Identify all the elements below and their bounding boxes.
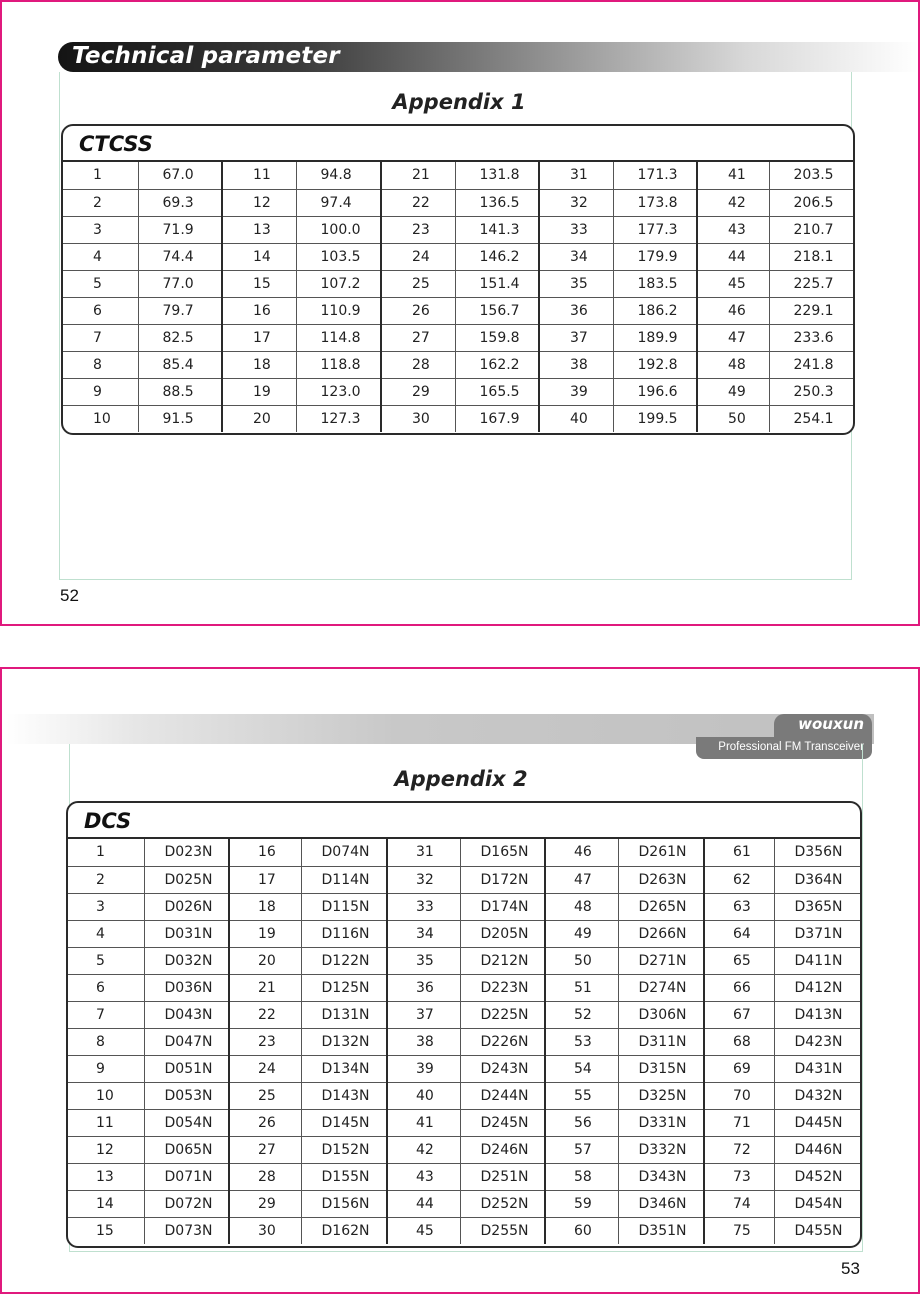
- table-cell-code: 79.7: [138, 297, 222, 324]
- table-cell-code: 123.0: [296, 378, 381, 405]
- table-cell-code: 167.9: [455, 405, 539, 432]
- table-cell-code: 254.1: [769, 405, 854, 432]
- table-cell-index: 30: [381, 405, 455, 432]
- table-cell-code: D116N: [301, 920, 387, 947]
- section-header-bar: [58, 42, 918, 72]
- table-cell-index: 59: [545, 1190, 618, 1217]
- table-cell-code: 110.9: [296, 297, 381, 324]
- table-cell-code: D423N: [774, 1028, 860, 1055]
- table-cell-index: 8: [63, 351, 138, 378]
- table-cell-index: 21: [381, 162, 455, 189]
- table-cell-code: D251N: [460, 1163, 545, 1190]
- page-52: [0, 0, 920, 626]
- table-cell-code: D065N: [144, 1136, 229, 1163]
- table-cell-index: 3: [63, 216, 138, 243]
- table-cell-code: D212N: [460, 947, 545, 974]
- table-cell-index: 11: [222, 162, 296, 189]
- table-cell-index: 12: [222, 189, 296, 216]
- table-row: [63, 351, 854, 378]
- page-number: 53: [841, 1259, 860, 1278]
- table-cell-code: D115N: [301, 893, 387, 920]
- table-cell-index: 19: [222, 378, 296, 405]
- table-cell-index: 26: [229, 1109, 301, 1136]
- table-row: [68, 1190, 860, 1217]
- table-cell-code: D243N: [460, 1055, 545, 1082]
- table-cell-index: 46: [697, 297, 769, 324]
- table-cell-code: D255N: [460, 1217, 545, 1244]
- table-cell-code: 67.0: [138, 162, 222, 189]
- table-cell-code: D364N: [774, 866, 860, 893]
- table-cell-index: 11: [68, 1109, 144, 1136]
- table-row: [68, 893, 860, 920]
- table-cell-index: 10: [68, 1082, 144, 1109]
- table-cell-index: 64: [704, 920, 774, 947]
- table-cell-index: 15: [222, 270, 296, 297]
- table-cell-code: D365N: [774, 893, 860, 920]
- dcs-table-box: [66, 801, 862, 1248]
- table-row: [63, 243, 854, 270]
- table-cell-index: 73: [704, 1163, 774, 1190]
- table-cell-index: 75: [704, 1217, 774, 1244]
- table-row: [68, 1217, 860, 1244]
- table-cell-index: 37: [539, 324, 613, 351]
- table-cell-code: 127.3: [296, 405, 381, 432]
- table-cell-index: 66: [704, 974, 774, 1001]
- table-cell-code: D026N: [144, 893, 229, 920]
- table-cell-index: 1: [63, 162, 138, 189]
- table-cell-code: D311N: [618, 1028, 704, 1055]
- table-cell-index: 33: [387, 893, 460, 920]
- table-row: [63, 162, 854, 189]
- logo-brand-text: wouxun: [798, 715, 864, 733]
- table-cell-code: 118.8: [296, 351, 381, 378]
- table-cell-code: D131N: [301, 1001, 387, 1028]
- table-cell-index: 24: [381, 243, 455, 270]
- table-cell-code: 173.8: [613, 189, 697, 216]
- table-cell-code: 85.4: [138, 351, 222, 378]
- table-cell-code: D205N: [460, 920, 545, 947]
- table-row: [68, 920, 860, 947]
- table-cell-code: 159.8: [455, 324, 539, 351]
- table-cell-code: D246N: [460, 1136, 545, 1163]
- table-cell-code: D152N: [301, 1136, 387, 1163]
- table-cell-index: 40: [387, 1082, 460, 1109]
- table-cell-code: 97.4: [296, 189, 381, 216]
- table-cell-code: D225N: [460, 1001, 545, 1028]
- table-cell-code: 183.5: [613, 270, 697, 297]
- table-cell-index: 14: [222, 243, 296, 270]
- table-row: [63, 189, 854, 216]
- table-cell-index: 72: [704, 1136, 774, 1163]
- table-cell-code: 107.2: [296, 270, 381, 297]
- table-cell-index: 47: [545, 866, 618, 893]
- table-cell-index: 44: [387, 1190, 460, 1217]
- table-cell-index: 60: [545, 1217, 618, 1244]
- table-row: [68, 1109, 860, 1136]
- table-cell-code: D432N: [774, 1082, 860, 1109]
- table-cell-index: 56: [545, 1109, 618, 1136]
- table-cell-code: D265N: [618, 893, 704, 920]
- table-cell-index: 13: [222, 216, 296, 243]
- table-cell-code: 206.5: [769, 189, 854, 216]
- table-cell-index: 30: [229, 1217, 301, 1244]
- table-cell-code: D315N: [618, 1055, 704, 1082]
- table-cell-index: 1: [68, 839, 144, 866]
- table-cell-code: D145N: [301, 1109, 387, 1136]
- table-cell-index: 65: [704, 947, 774, 974]
- table-cell-code: D165N: [460, 839, 545, 866]
- table-cell-index: 22: [381, 189, 455, 216]
- table-row: [63, 405, 854, 432]
- table-cell-code: D412N: [774, 974, 860, 1001]
- table-cell-index: 25: [229, 1082, 301, 1109]
- table-cell-index: 31: [387, 839, 460, 866]
- table-row: [68, 1055, 860, 1082]
- table-cell-code: D351N: [618, 1217, 704, 1244]
- table-cell-code: D446N: [774, 1136, 860, 1163]
- table-cell-index: 50: [545, 947, 618, 974]
- table-cell-index: 17: [229, 866, 301, 893]
- table-cell-index: 44: [697, 243, 769, 270]
- table-row: [63, 297, 854, 324]
- table-cell-code: 233.6: [769, 324, 854, 351]
- table-cell-index: 16: [222, 297, 296, 324]
- table-cell-index: 32: [539, 189, 613, 216]
- table-cell-index: 47: [697, 324, 769, 351]
- table-cell-index: 55: [545, 1082, 618, 1109]
- table-cell-code: 241.8: [769, 351, 854, 378]
- table-cell-index: 12: [68, 1136, 144, 1163]
- table-cell-code: D114N: [301, 866, 387, 893]
- table-row: [68, 839, 860, 866]
- table-cell-code: D043N: [144, 1001, 229, 1028]
- table-cell-index: 3: [68, 893, 144, 920]
- table-row: [68, 974, 860, 1001]
- table-cell-index: 52: [545, 1001, 618, 1028]
- table-cell-code: D125N: [301, 974, 387, 1001]
- page-53: [0, 667, 920, 1294]
- table-cell-index: 41: [387, 1109, 460, 1136]
- table-cell-index: 10: [93, 410, 111, 427]
- table-cell-code: D454N: [774, 1190, 860, 1217]
- table-cell-index: 14: [68, 1190, 144, 1217]
- table-cell-code: D371N: [774, 920, 860, 947]
- table-cell-code: D306N: [618, 1001, 704, 1028]
- table-cell-index: 38: [387, 1028, 460, 1055]
- table-cell-index: 25: [381, 270, 455, 297]
- table-row: [68, 1136, 860, 1163]
- ctcss-table-box: [61, 124, 855, 435]
- table-cell-index: 43: [387, 1163, 460, 1190]
- table-cell-code: 189.9: [613, 324, 697, 351]
- table-row: [68, 1001, 860, 1028]
- table-cell-code: D244N: [460, 1082, 545, 1109]
- table-cell-index: 16: [229, 839, 301, 866]
- table-cell-index: 9: [63, 378, 138, 405]
- table-row: [68, 1082, 860, 1109]
- table-cell-code: 179.9: [613, 243, 697, 270]
- ctcss-table: [63, 162, 854, 432]
- table-cell-code: D122N: [301, 947, 387, 974]
- table-cell-code: 74.4: [138, 243, 222, 270]
- table-cell-code: D036N: [144, 974, 229, 1001]
- table-cell-index: 36: [539, 297, 613, 324]
- table-cell-index: 13: [68, 1163, 144, 1190]
- table-cell-code: D226N: [460, 1028, 545, 1055]
- table-cell-code: D411N: [774, 947, 860, 974]
- table-cell-code: 100.0: [296, 216, 381, 243]
- table-cell-code: D031N: [144, 920, 229, 947]
- table-cell-code: D071N: [144, 1163, 229, 1190]
- section-header-title: Technical parameter: [72, 43, 340, 69]
- table-cell-index: 49: [697, 378, 769, 405]
- table-cell-index: 24: [229, 1055, 301, 1082]
- table-cell-index: 33: [539, 216, 613, 243]
- table-cell-index: 45: [697, 270, 769, 297]
- table-cell-index: 28: [229, 1163, 301, 1190]
- table-cell-code: D047N: [144, 1028, 229, 1055]
- table-cell-code: 136.5: [455, 189, 539, 216]
- table-cell-code: 171.3: [613, 162, 697, 189]
- table-cell-index: 58: [545, 1163, 618, 1190]
- table-cell-code: 196.6: [613, 378, 697, 405]
- table-cell-index: 27: [381, 324, 455, 351]
- table-cell-index: 35: [387, 947, 460, 974]
- appendix-title: Appendix 2: [394, 767, 528, 791]
- table-cell-index: 42: [387, 1136, 460, 1163]
- table-cell-code: 69.3: [138, 189, 222, 216]
- table-cell-code: D271N: [618, 947, 704, 974]
- table-cell-index: 18: [229, 893, 301, 920]
- table-cell-index: 74: [704, 1190, 774, 1217]
- table-cell-index: 37: [387, 1001, 460, 1028]
- table-cell-code: 199.5: [613, 405, 697, 432]
- table-cell-index: 42: [697, 189, 769, 216]
- table-cell-code: D156N: [301, 1190, 387, 1217]
- table-cell-code: D072N: [144, 1190, 229, 1217]
- table-cell-code: 77.0: [138, 270, 222, 297]
- table-cell-code: D455N: [774, 1217, 860, 1244]
- table-row: [68, 866, 860, 893]
- table-cell-code: D143N: [301, 1082, 387, 1109]
- table-cell-index: 46: [545, 839, 618, 866]
- table-cell-code: D325N: [618, 1082, 704, 1109]
- table-cell-index: 39: [539, 378, 613, 405]
- ctcss-table-title: CTCSS: [63, 126, 853, 162]
- table-cell-code: D162N: [301, 1217, 387, 1244]
- table-cell-index: 18: [222, 351, 296, 378]
- table-cell-index: 48: [545, 893, 618, 920]
- dcs-table-title: DCS: [68, 803, 860, 839]
- table-cell-code: D053N: [144, 1082, 229, 1109]
- table-cell-index: 50: [697, 405, 769, 432]
- table-cell-code: D452N: [774, 1163, 860, 1190]
- dcs-table: [68, 839, 860, 1244]
- table-cell-code: 156.7: [455, 297, 539, 324]
- table-cell-code: D413N: [774, 1001, 860, 1028]
- table-cell-code: D054N: [144, 1109, 229, 1136]
- table-cell-code: D074N: [301, 839, 387, 866]
- table-cell-index: 28: [381, 351, 455, 378]
- table-cell-index: 53: [545, 1028, 618, 1055]
- table-cell-code: 229.1: [769, 297, 854, 324]
- table-cell-code: 71.9: [138, 216, 222, 243]
- table-cell-code: D331N: [618, 1109, 704, 1136]
- appendix-title: Appendix 1: [392, 90, 526, 114]
- table-cell-code: 151.4: [455, 270, 539, 297]
- table-cell-index: 32: [387, 866, 460, 893]
- table-cell-code: 162.2: [455, 351, 539, 378]
- table-cell-code: D073N: [144, 1217, 229, 1244]
- table-cell-index: 29: [229, 1190, 301, 1217]
- table-cell-code: D266N: [618, 920, 704, 947]
- table-cell-index: 61: [704, 839, 774, 866]
- table-row: [68, 947, 860, 974]
- table-cell-index: 41: [697, 162, 769, 189]
- table-cell-index: 20: [229, 947, 301, 974]
- table-cell-code: 82.5: [138, 324, 222, 351]
- table-cell-code: 210.7: [769, 216, 854, 243]
- logo-tagline: Professional FM Transceiver: [718, 741, 864, 753]
- table-cell-index: 21: [229, 974, 301, 1001]
- table-cell-code: 250.3: [769, 378, 854, 405]
- table-cell-code: 225.7: [769, 270, 854, 297]
- table-cell-code: 114.8: [296, 324, 381, 351]
- table-cell-index: 48: [697, 351, 769, 378]
- table-cell-index: 23: [229, 1028, 301, 1055]
- table-cell-code: 177.3: [613, 216, 697, 243]
- table-cell-index: 2: [68, 866, 144, 893]
- table-cell-code: D032N: [144, 947, 229, 974]
- table-row: [63, 270, 854, 297]
- table-cell-code: D261N: [618, 839, 704, 866]
- table-cell-index: 49: [545, 920, 618, 947]
- page-number: 52: [60, 586, 79, 605]
- table-cell-code: D245N: [460, 1109, 545, 1136]
- table-cell-code: D274N: [618, 974, 704, 1001]
- table-cell-code: D263N: [618, 866, 704, 893]
- table-cell-index: 54: [545, 1055, 618, 1082]
- table-cell-index: 34: [539, 243, 613, 270]
- table-cell-index: 38: [539, 351, 613, 378]
- table-cell-index: 6: [68, 974, 144, 1001]
- table-cell-index: 2: [63, 189, 138, 216]
- table-cell-index: 62: [704, 866, 774, 893]
- table-cell-index: 45: [387, 1217, 460, 1244]
- table-cell-index: 22: [229, 1001, 301, 1028]
- table-cell-code: 88.5: [138, 378, 222, 405]
- table-cell-code: D346N: [618, 1190, 704, 1217]
- table-cell-index: 15: [96, 1222, 114, 1239]
- table-cell-code: D172N: [460, 866, 545, 893]
- table-row: [68, 1028, 860, 1055]
- table-cell-code: D155N: [301, 1163, 387, 1190]
- table-cell-code: D134N: [301, 1055, 387, 1082]
- table-cell-index: 27: [229, 1136, 301, 1163]
- table-cell-code: 91.5: [138, 405, 222, 432]
- table-cell-code: 165.5: [455, 378, 539, 405]
- table-cell-index: 71: [704, 1109, 774, 1136]
- table-cell-index: 36: [387, 974, 460, 1001]
- table-cell-index: 4: [68, 920, 144, 947]
- table-cell-index: 9: [68, 1055, 144, 1082]
- table-cell-code: 146.2: [455, 243, 539, 270]
- table-row: [63, 216, 854, 243]
- table-cell-index: 7: [68, 1001, 144, 1028]
- table-cell-index: 70: [704, 1082, 774, 1109]
- table-cell-index: 19: [229, 920, 301, 947]
- table-cell-index: 40: [539, 405, 613, 432]
- table-cell-index: 68: [704, 1028, 774, 1055]
- table-row: [63, 324, 854, 351]
- table-cell-code: 141.3: [455, 216, 539, 243]
- table-cell-index: 17: [222, 324, 296, 351]
- table-cell-code: D252N: [460, 1190, 545, 1217]
- table-cell-index: 6: [63, 297, 138, 324]
- table-cell-code: D332N: [618, 1136, 704, 1163]
- table-cell-index: 31: [539, 162, 613, 189]
- table-cell-index: 51: [545, 974, 618, 1001]
- table-cell-index: 26: [381, 297, 455, 324]
- table-cell-code: 103.5: [296, 243, 381, 270]
- table-cell-code: D051N: [144, 1055, 229, 1082]
- table-cell-index: 69: [704, 1055, 774, 1082]
- table-cell-index: 8: [68, 1028, 144, 1055]
- table-cell-index: 5: [63, 270, 138, 297]
- table-cell-code: D025N: [144, 866, 229, 893]
- table-cell-code: D343N: [618, 1163, 704, 1190]
- table-cell-index: 29: [381, 378, 455, 405]
- table-cell-code: 192.8: [613, 351, 697, 378]
- table-cell-index: 20: [222, 405, 296, 432]
- table-cell-index: 34: [387, 920, 460, 947]
- table-cell-code: 94.8: [296, 162, 381, 189]
- table-row: [68, 1163, 860, 1190]
- logo-brand-plate: [774, 714, 872, 738]
- table-cell-index: 23: [381, 216, 455, 243]
- table-cell-code: D223N: [460, 974, 545, 1001]
- table-cell-code: D174N: [460, 893, 545, 920]
- table-cell-code: D132N: [301, 1028, 387, 1055]
- table-cell-index: 35: [539, 270, 613, 297]
- table-cell-code: D431N: [774, 1055, 860, 1082]
- table-row: [63, 378, 854, 405]
- table-cell-index: 4: [63, 243, 138, 270]
- table-cell-code: D023N: [144, 839, 229, 866]
- table-cell-index: 57: [545, 1136, 618, 1163]
- table-cell-code: 186.2: [613, 297, 697, 324]
- table-cell-index: 67: [704, 1001, 774, 1028]
- table-cell-index: 63: [704, 893, 774, 920]
- table-cell-index: 5: [68, 947, 144, 974]
- table-cell-code: 131.8: [455, 162, 539, 189]
- table-cell-code: D445N: [774, 1109, 860, 1136]
- table-cell-code: D356N: [774, 839, 860, 866]
- table-cell-index: 7: [63, 324, 138, 351]
- table-cell-code: 218.1: [769, 243, 854, 270]
- table-cell-index: 39: [387, 1055, 460, 1082]
- table-cell-code: 203.5: [769, 162, 854, 189]
- table-cell-index: 43: [697, 216, 769, 243]
